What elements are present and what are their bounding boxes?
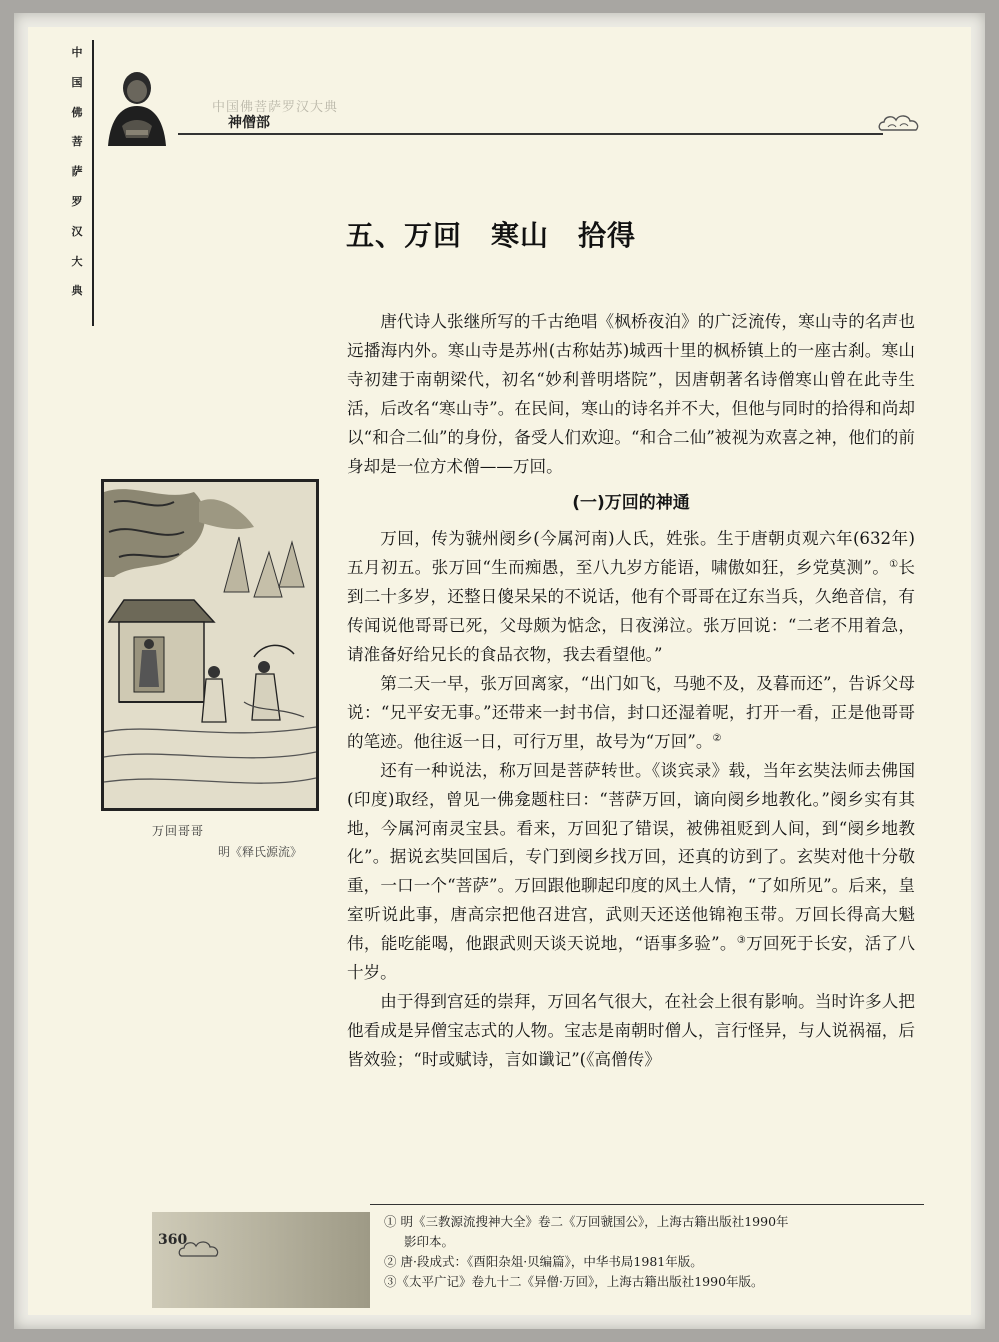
paragraph-text: 第二天一早，张万回离家，“出门如飞，马驰不及，及暮而还”，告诉父母说：“兄平安无事。”还带来一封书信，封口还湿着呢，打开一看，正是他哥哥的笔迹。他往返一日，可行万里，故号为“万回”。	[347, 673, 915, 751]
illustration-source: 明《释氏源流》	[218, 845, 303, 859]
article-body	[347, 308, 915, 1075]
footnote: ② 唐·段成式：《酉阳杂俎·贝编篇》，中华书局1981年版。	[384, 1254, 703, 1269]
series-rule	[92, 40, 94, 326]
series-char: 典	[71, 284, 83, 298]
paragraph-intro: 唐代诗人张继所写的千古绝唱《枫桥夜泊》的广泛流传，寒山寺的名声也远播海内外。寒山寺是苏州(古称姑苏)城西十里的枫桥镇上的一座古刹。寒山寺初建于南朝梁代，初名“妙利普明塔院”，因唐朝著名诗僧寒山曾在此寺生活，后改名“寒山寺”。在民间，寒山的诗名并不大，但他与同时的拾得和尚却以“和合二仙”的身份，备受人们欢迎。“和合二仙”被视为欢喜之神，他们的前身却是一位方术僧——万回。	[347, 312, 915, 476]
series-char: 萨	[71, 165, 83, 179]
paragraph-text: 还有一种说法，称万回是菩萨转世。《谈宾录》载，当年玄奘法师去佛国(印度)取经，曾见一佛龛题柱曰：“菩萨万回，谪向阌乡地教化。”阌乡实有其地，今属河南灵宝县。看来，万回犯了错误，被佛祖贬到人间，到“阌乡地教化”。据说玄奘回国后，专门到阌乡找万回，还真的访到了。玄奘对他十分敬重，一口一个“菩萨”。万回跟他聊起印度的风土人情，“了如所见”。后来，皇室听说此事，唐高宗把他召进宫，武则天还送他锦袍玉带。万回长得高大魁伟，能吃能喝，他跟武则天谈天说地，“语事多验”。	[347, 760, 915, 954]
paragraph	[347, 757, 915, 988]
series-char: 菩	[71, 135, 83, 149]
footnote-mark: ②	[712, 732, 722, 744]
paragraph-text: 长到二十多岁，还整日傻呆呆的不说话，他有个哥哥在辽东当兵，久绝音信，有传闻说他哥哥已死，父母颇为惦念，日夜涕泣。张万回说：“二老不用着急，请准备好给兄长的食品衣物，我去看望他。”	[347, 558, 915, 665]
paragraph	[347, 670, 915, 757]
monk-portrait-icon	[100, 66, 170, 148]
series-char: 佛	[71, 105, 83, 119]
header-rule	[178, 133, 883, 135]
cloud-ornament-icon	[876, 112, 922, 140]
series-title	[62, 38, 92, 328]
footnote: ③《太平广记》卷九十二《异僧·万回》，上海古籍出版社1990年版。	[384, 1274, 764, 1289]
series-char: 国	[71, 75, 83, 89]
series-char: 中	[71, 46, 83, 59]
paragraph	[347, 525, 915, 670]
series-char: 罗	[71, 194, 83, 208]
footnote: ① 明《三教源流搜神大全》卷二《万回虢国公》，上海古籍出版社1990年	[384, 1214, 789, 1229]
header-ghost-text: 中国佛菩萨罗汉大典	[212, 100, 339, 115]
footnotes	[384, 1212, 924, 1292]
footer-rule	[370, 1204, 924, 1205]
paragraph: 由于得到宫廷的崇拜，万回名气很大，在社会上很有影响。当时许多人把他看成是异僧宝志式的人物。宝志是南朝时僧人，言行怪异，与人说祸福，后皆效验；“时或赋诗，言如谶记”(《高僧传》	[347, 991, 915, 1069]
footnote-mark: ①	[889, 559, 899, 571]
footnote-mark: ③	[736, 935, 747, 947]
paragraph-text: 万回死于长安，活了八十岁。	[347, 934, 916, 983]
footnote: 影印本。	[404, 1234, 455, 1249]
section-label: 神僧部	[228, 115, 270, 131]
paragraph-text: 万回，传为虢州阌乡(今属河南)人氏，姓张。生于唐朝贞观六年(632年)五月初五。张万回“生而痴愚，至八九岁方能语，啸傲如狂，乡党莫测”。	[347, 529, 915, 578]
woodcut-scene-icon	[104, 482, 316, 808]
series-char: 大	[71, 254, 83, 268]
page-title: 五、万回 寒山 拾得	[346, 219, 637, 252]
illustration-caption: 万回哥哥	[152, 824, 205, 838]
woodcut-illustration	[101, 479, 319, 811]
page-number: 360	[158, 1232, 188, 1248]
series-char: 汉	[71, 224, 83, 238]
subheading: (一)万回的神通	[572, 493, 690, 514]
